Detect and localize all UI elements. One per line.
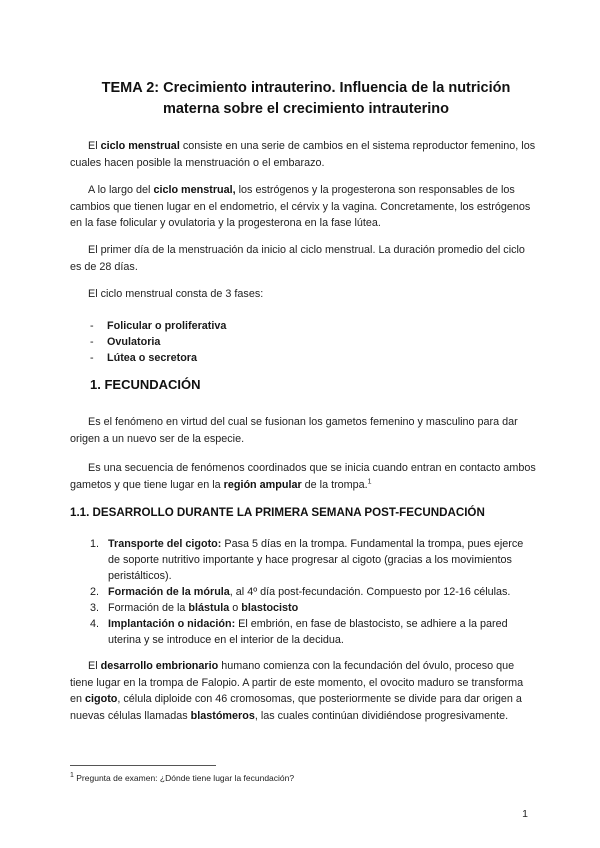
bold-term: ciclo menstrual, [153, 184, 236, 196]
phase-label: Folicular o proliferativa [107, 320, 227, 332]
text: El [88, 140, 101, 152]
bold-term: desarrollo embrionario [100, 660, 219, 672]
title-line-1: TEMA 2: Crecimiento intrauterino. Influencia de la nutrición [101, 80, 511, 96]
text: Formación de la [108, 602, 189, 614]
bold-term: ciclo menstrual [100, 140, 180, 152]
paragraph-embryonic-development [70, 658, 538, 724]
phase-label: Ovulatoria [107, 336, 161, 348]
step-number: 1. [90, 538, 100, 550]
text: de la trompa. [301, 478, 368, 491]
text: , al 4º día post-fecundación. Compuesto por 12-16 células. [229, 586, 511, 598]
text: o [229, 602, 242, 614]
footnote-ref: 1 [367, 477, 372, 485]
list-item [90, 584, 530, 600]
step-text [108, 584, 510, 600]
bold-term: Transporte del cigoto: [108, 538, 222, 550]
paragraph-fecundacion-definition: Es el fenómeno en virtud del cual se fusionan los gametos femenino y masculino para dar origen a un nuevo ser de la especie. [70, 416, 518, 445]
development-steps-list [90, 536, 530, 648]
phase-label: Lútea o secretora [107, 352, 198, 364]
bold-term: blastómeros [190, 709, 255, 722]
bold-term: cigoto [85, 693, 118, 705]
text: Es una secuencia de fenómenos coordinados que se inicia cuando entran en contacto ambos gametos y que tiene lugar en la [70, 462, 536, 491]
step-number: 4. [90, 618, 100, 630]
text: A lo largo del [88, 184, 154, 196]
text: , célula diploide con 46 cromosomas, que posteriormente se divide para dar origen a nuevas células llamadas [70, 693, 522, 722]
text: El embrión, en fase de blastocisto, se adhiere a la pared uterina y se introduce en el interior de la decidua. [108, 618, 508, 646]
paragraph-fecundacion-sequence [70, 460, 538, 493]
phases-list [90, 318, 226, 366]
list-item [90, 350, 226, 366]
list-item [90, 318, 226, 334]
list-item [90, 616, 530, 648]
text: humano comienza con la fecundación del óvulo, proceso que tiene lugar en la trompa de Falopio. A partir de este momento, el ovocito maduro se transforma en [70, 660, 524, 705]
title-line-2: materna sobre el crecimiento intrauterino [162, 101, 450, 117]
footnote-text: Pregunta de examen: ¿Dónde tiene lugar la fecundación? [73, 773, 295, 783]
text: El [88, 660, 101, 672]
text: , las cuales continúan dividiéndose progresivamente. [254, 709, 509, 722]
bold-term: región ampular [223, 478, 302, 491]
step-number: 2. [90, 586, 100, 598]
paragraph-hormones [70, 182, 538, 232]
bullet-dash: - [90, 320, 94, 332]
footnote-marker: 1 [70, 772, 74, 780]
footnote [70, 773, 294, 783]
bullet-dash: - [90, 336, 94, 348]
paragraph-menstrual-cycle [70, 138, 538, 171]
footnote-separator [70, 765, 216, 766]
document-title [60, 78, 552, 120]
bold-term: Formación de la mórula [108, 586, 230, 598]
list-item [90, 600, 530, 616]
step-number: 3. [90, 602, 100, 614]
section-heading-fecundacion: 1. FECUNDACIÓN [90, 377, 201, 392]
text: Pasa 5 días en la trompa. Fundamental la trompa, pues ejerce de soporte nutritivo importante y hace progresar al cigoto (gracias a los movimientos peristálticos). [108, 538, 524, 582]
subsection-heading: 1.1. DESARROLLO DURANTE LA PRIMERA SEMANA POST-FECUNDACIÓN [70, 506, 485, 519]
bold-term: blastocisto [241, 602, 299, 614]
step-text [108, 600, 298, 616]
text: los estrógenos y la progesterona son responsables de los cambios que tienen lugar en el endometrio, el cérvix y la vagina. Concretamente, los estrógenos en la fase folicular y ovulatoria y la progesterona en la fase lútea. [70, 184, 531, 229]
step-text [108, 616, 530, 648]
bullet-dash: - [90, 352, 94, 364]
bold-term: blástula [188, 602, 230, 614]
paragraph-cycle-duration: El primer día de la menstruación da inicio al ciclo menstrual. La duración promedio del ciclo es de 28 días. [70, 244, 525, 273]
text: consiste en una serie de cambios en el sistema reproductor femenino, los cuales hacen posible la menstruación o el embarazo. [70, 140, 536, 169]
step-text [108, 536, 530, 584]
list-item [90, 334, 226, 350]
bold-term: Implantación o nidación: [108, 618, 236, 630]
page-number: 1 [522, 808, 528, 820]
list-item [90, 536, 530, 584]
paragraph-phases-intro: El ciclo menstrual consta de 3 fases: [88, 288, 264, 300]
